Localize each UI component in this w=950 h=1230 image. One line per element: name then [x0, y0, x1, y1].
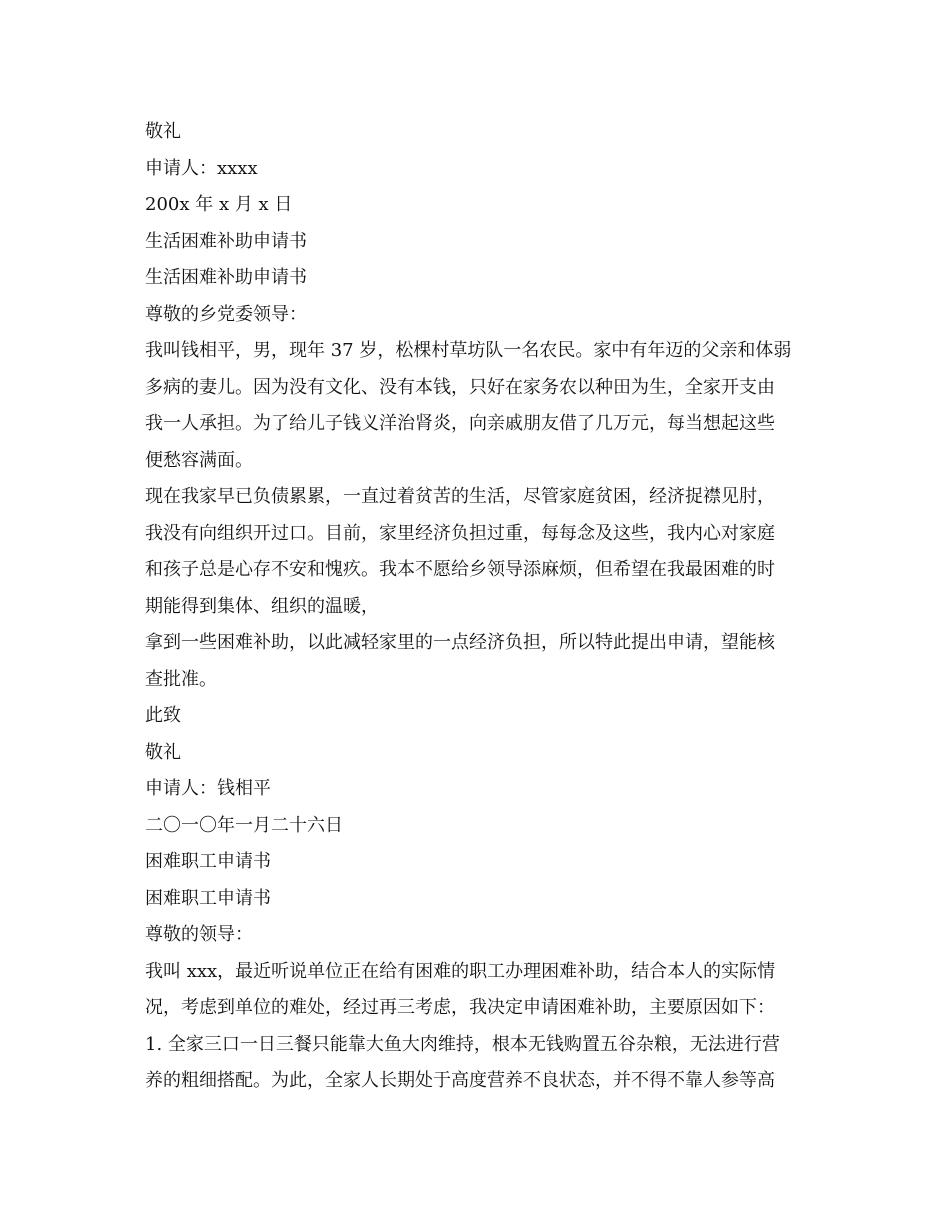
applicant-line-1: 申请人：xxxx: [145, 157, 258, 179]
paragraph-line: 查批准。: [145, 668, 217, 690]
paragraph-line: 我叫 xxx，最近听说单位正在给有困难的职工办理困难补助，结合本人的实际情: [145, 960, 776, 982]
section-title-2: 困难职工申请书: [145, 851, 271, 872]
date-line-2: 二〇一〇年一月二十六日: [145, 814, 343, 836]
section-title-1: 生活困难补助申请书: [145, 230, 307, 252]
closing-phrase: 此致: [145, 705, 181, 726]
closing-salutation-2: 敬礼: [145, 741, 181, 763]
paragraph-line: 我叫钱相平，男，现年 37 岁，松棵村草坊队一名农民。家中有年迈的父亲和体弱: [145, 340, 792, 361]
paragraph-line: 多病的妻儿。因为没有文化、没有本钱，只好在家务农以种田为生，全家开支由: [145, 376, 775, 398]
paragraph-line: 现在我家早已负债累累，一直过着贫苦的生活，尽管家庭贫困，经济捉襟见肘，: [145, 486, 775, 507]
paragraph-line: 况，考虑到单位的难处，经过再三考虑，我决定申请困难补助，主要原因如下：: [145, 997, 775, 1018]
paragraph-line: 期能得到集体、组织的温暖，: [145, 595, 379, 617]
applicant-line-2: 申请人：钱相平: [145, 778, 271, 799]
paragraph-line: 我没有向组织开过口。目前，家里经济负担过重，每每念及这些，我内心对家庭: [145, 522, 775, 544]
paragraph-line: 拿到一些困难补助，以此减轻家里的一点经济负担，所以特此提出申请，望能核: [145, 632, 775, 653]
paragraph-line: 养的粗细搭配。为此，全家人长期处于高度营养不良状态，并不得不靠人参等高: [145, 1070, 775, 1091]
paragraph-line: 我一人承担。为了给儿子钱义洋治肾炎，向亲戚朋友借了几万元，每当想起这些: [145, 413, 775, 434]
closing-salutation-1: 敬礼: [145, 121, 181, 142]
paragraph-line: 便愁容满面。: [145, 449, 253, 471]
paragraph-line: 1. 全家三口一日三餐只能靠大鱼大肉维持，根本无钱购置五谷杂粮，无法进行营: [145, 1033, 780, 1055]
letter-title-2: 困难职工申请书: [145, 887, 271, 909]
date-line-1: 200x 年 x 月 x 日: [145, 194, 293, 215]
letter-title-1: 生活困难补助申请书: [145, 267, 307, 288]
document-body: [145, 114, 805, 1100]
letter-greeting-1: 尊敬的乡党委领导：: [145, 303, 307, 325]
letter-greeting-2: 尊敬的领导：: [145, 924, 253, 945]
paragraph-line: 和孩子总是心存不安和愧疚。我本不愿给乡领导添麻烦，但希望在我最困难的时: [145, 559, 775, 580]
